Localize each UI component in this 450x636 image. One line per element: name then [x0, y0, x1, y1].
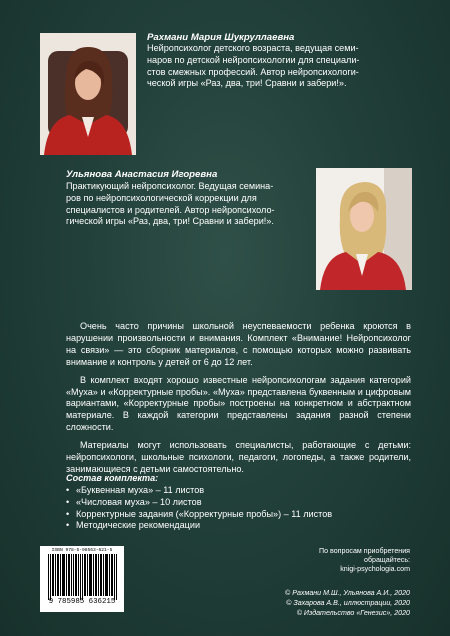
kit-item — [66, 520, 411, 532]
author2-bio-line: Практикующий нейропсихолог. Ведущая семина- — [66, 181, 274, 191]
author1-bio-line: ческой игры «Раз, два, три! Сравни и забери!». — [147, 78, 347, 89]
kit-item-label: Методические рекомендации — [76, 520, 201, 531]
barcode-isbn: ISBN 978-5-98563-621-5 — [51, 548, 113, 553]
author1-photo — [40, 33, 136, 155]
bullet-icon: • — [66, 496, 70, 507]
copyright-line: © Издательство «Генезис», 2020 — [296, 609, 410, 617]
author1-name: Рахмани Мария Шукруллаевна — [147, 32, 295, 43]
description-paragraph: Очень часто причины школьной неуспеваемости ребенка кроются в нарушении произвольности и внимания. Комплект «Внимание! Нейропсихолог на связи» — это сборник материалов, с помощью которых можно развивать внимание и контроль у детей от 6 до 12 лет. — [66, 321, 411, 367]
copyright-line: © Рахмани М.Ш., Ульянова А.И., 2020 — [285, 589, 410, 597]
author1-bio — [147, 43, 417, 90]
author2-photo — [316, 168, 412, 290]
author2-bio — [66, 181, 306, 228]
purchase-info — [300, 547, 410, 574]
copyright — [250, 588, 410, 618]
kit-title: Состав комплекта: — [66, 473, 159, 483]
author2-bio-line: специалистов и родителей. Автор нейропсихоло- — [66, 204, 275, 215]
barcode-digits: 9 785985 636215 — [48, 598, 116, 606]
bullet-icon: • — [66, 485, 70, 495]
description-paragraph: Материалы могут использовать специалисты, работающие с детьми: нейропсихологи, школьные психологи, педагоги, логопеды, а также родители, занимающиеся с детьми самостоятельно. — [66, 440, 411, 474]
barcode — [40, 546, 124, 612]
bullet-icon: • — [66, 508, 70, 519]
purchase-line: обращайтесь: — [364, 556, 410, 564]
kit-item-label: «Числовая муха» – 10 листов — [76, 496, 202, 507]
description — [66, 321, 411, 482]
purchase-site: knigi-psychologia.com — [340, 565, 410, 573]
bullet-icon: • — [66, 520, 70, 531]
barcode-bars — [40, 554, 124, 600]
author2-bio-line: ров по нейропсихологической коррекции для — [66, 192, 257, 203]
kit-item — [66, 497, 411, 509]
kit-item — [66, 485, 411, 497]
author1-bio-line: стов смежных профессий. Автор нейропсихологи- — [147, 66, 359, 77]
kit-item-label: «Буквенная муха» – 11 листов — [76, 485, 205, 495]
copyright-line: © Захарова А.В., иллюстрации, 2020 — [286, 599, 410, 607]
author2-bio-line: гической игры «Раз, два, три! Сравни и забери!». — [66, 216, 274, 227]
kit-item — [66, 509, 411, 521]
kit-contents — [66, 472, 411, 532]
description-paragraph: В комплект входят хорошо известные нейропсихологам задания категорий «Муха» и «Корректурные пробы». «Муха» представлена буквенным и цифровым вариантами, «Корректурные пробы» построены на конкретном и абстрактном материале. В каждой категории представлены задания разной степени сложности. — [66, 374, 411, 433]
purchase-line: По вопросам приобретения — [319, 547, 410, 555]
author1-bio-line: Нейропсихолог детского возраста, ведущая семи- — [147, 43, 359, 53]
author1-bio-line: наров по детской нейропсихологии для специали- — [147, 54, 360, 65]
author2-name: Ульянова Анастасия Игоревна — [66, 169, 218, 180]
kit-item-label: Корректурные задания («Корректурные пробы») – 11 листов — [76, 508, 333, 519]
